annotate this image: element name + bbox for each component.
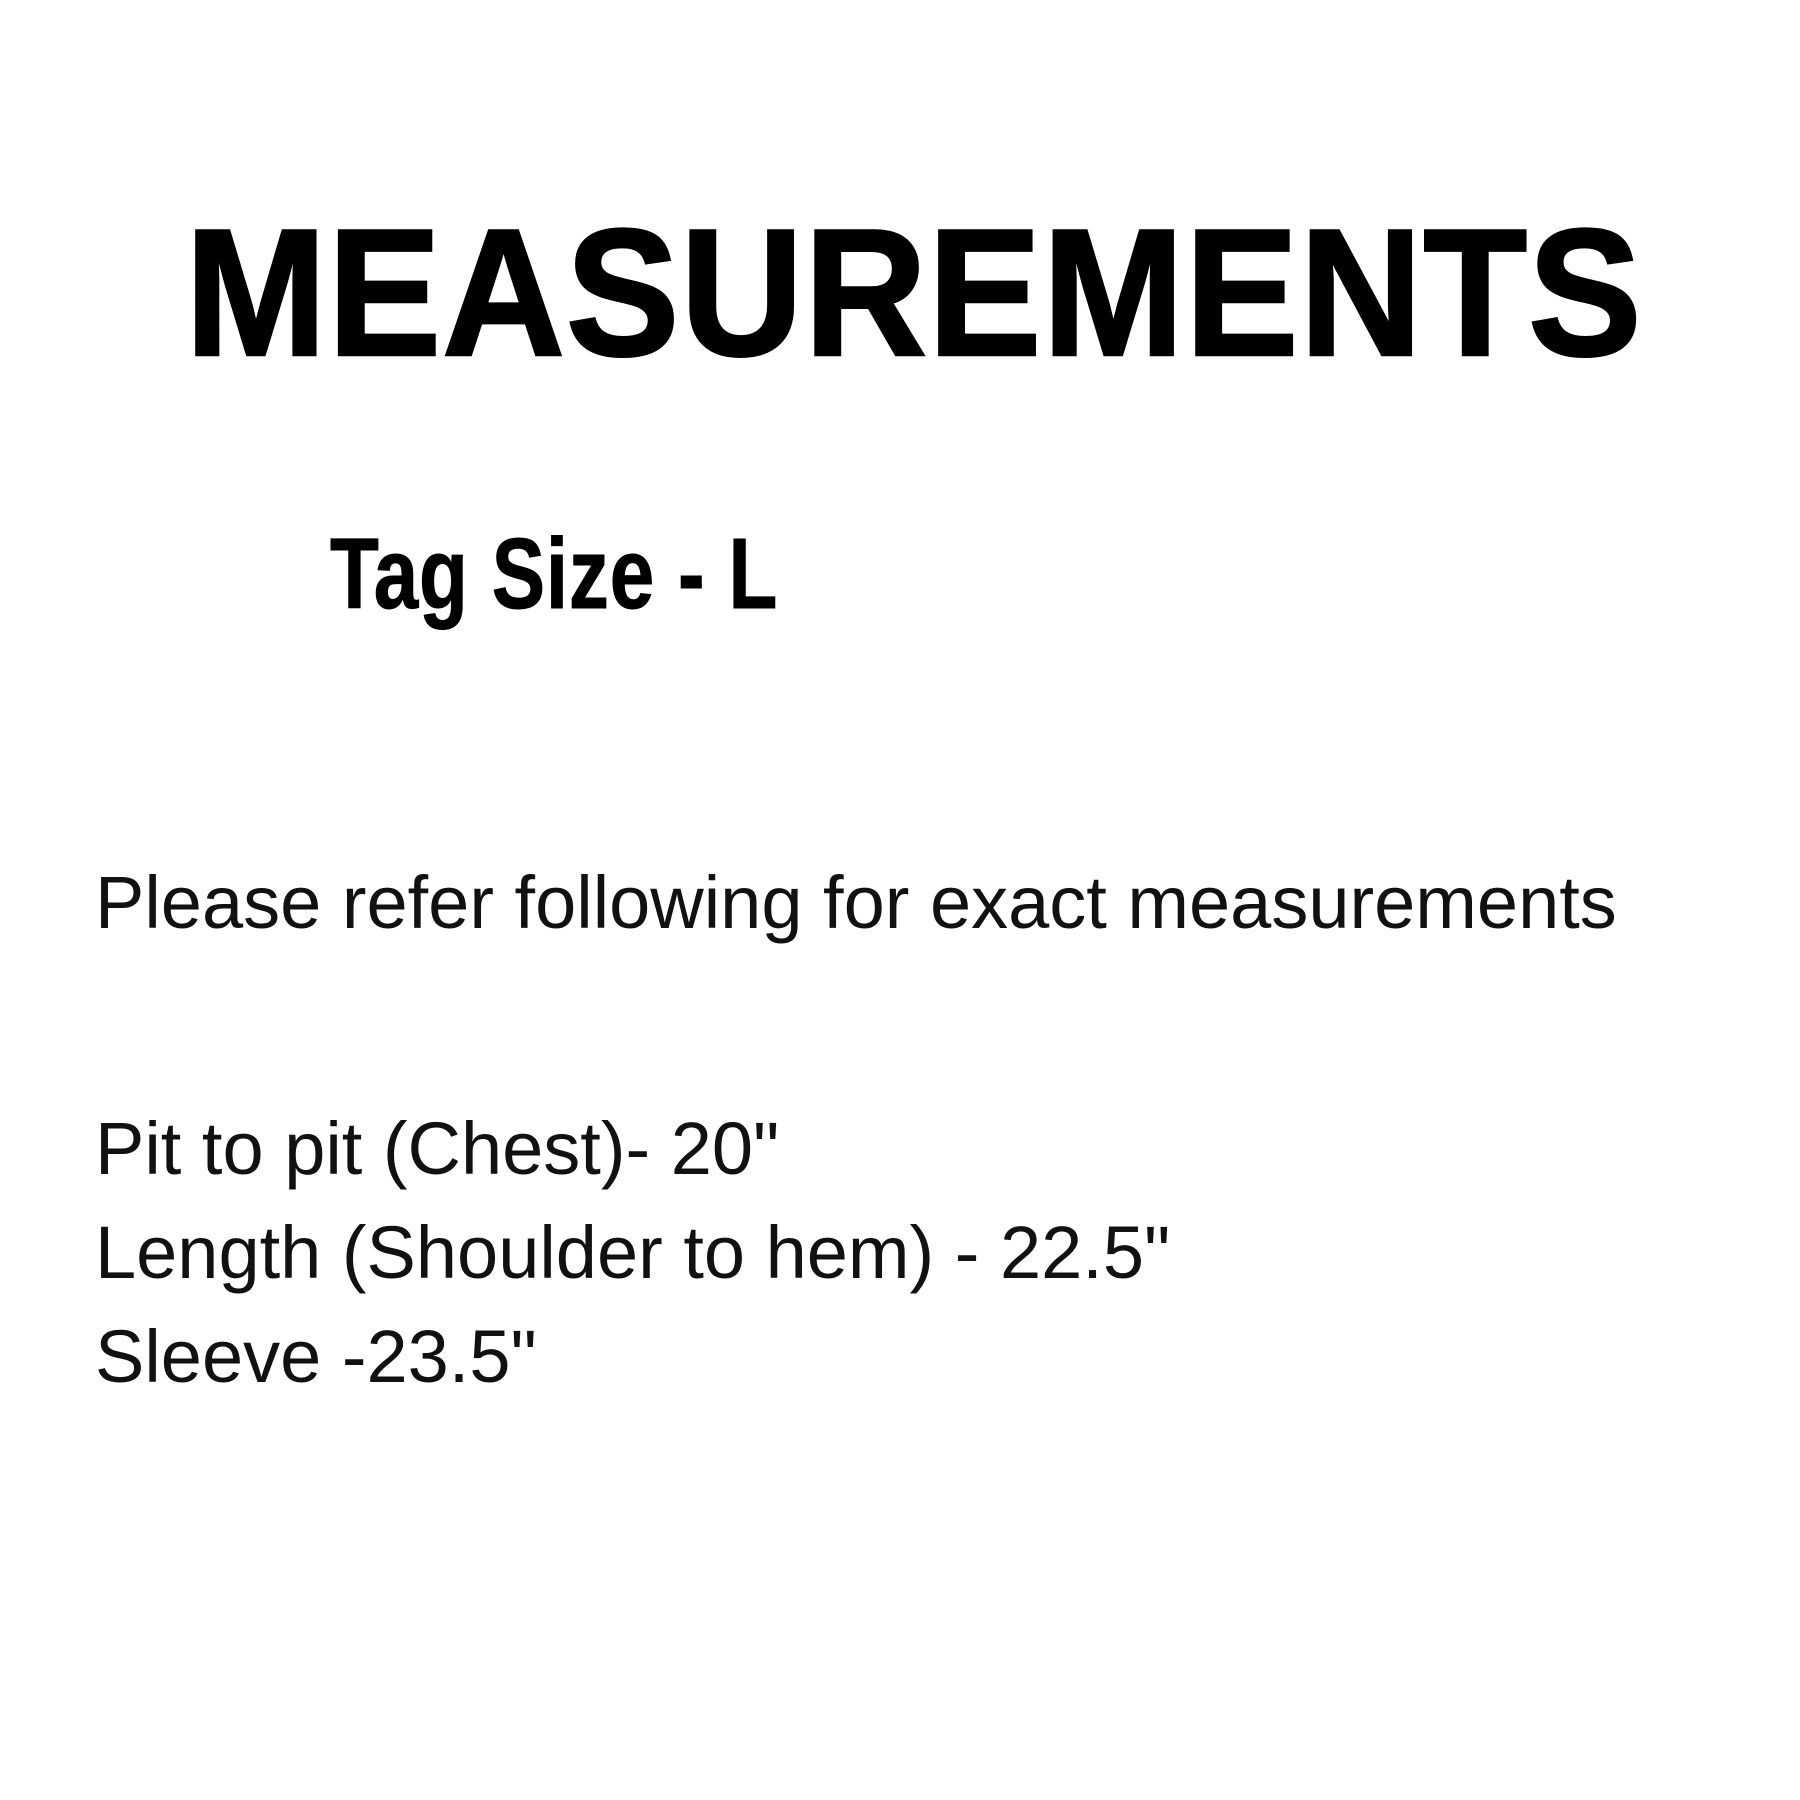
measurement-chest: Pit to pit (Chest)- 20"	[95, 1107, 780, 1190]
measurement-length: Length (Shoulder to hem) - 22.5"	[95, 1211, 1171, 1294]
measurement-list	[95, 1097, 1170, 1409]
tag-size-label: Tag Size - L	[330, 518, 779, 630]
page-title: MEASUREMENTS	[185, 192, 1643, 394]
intro-text: Please refer following for exact measurements	[95, 861, 1617, 944]
measurement-sleeve: Sleeve -23.5"	[95, 1315, 537, 1398]
